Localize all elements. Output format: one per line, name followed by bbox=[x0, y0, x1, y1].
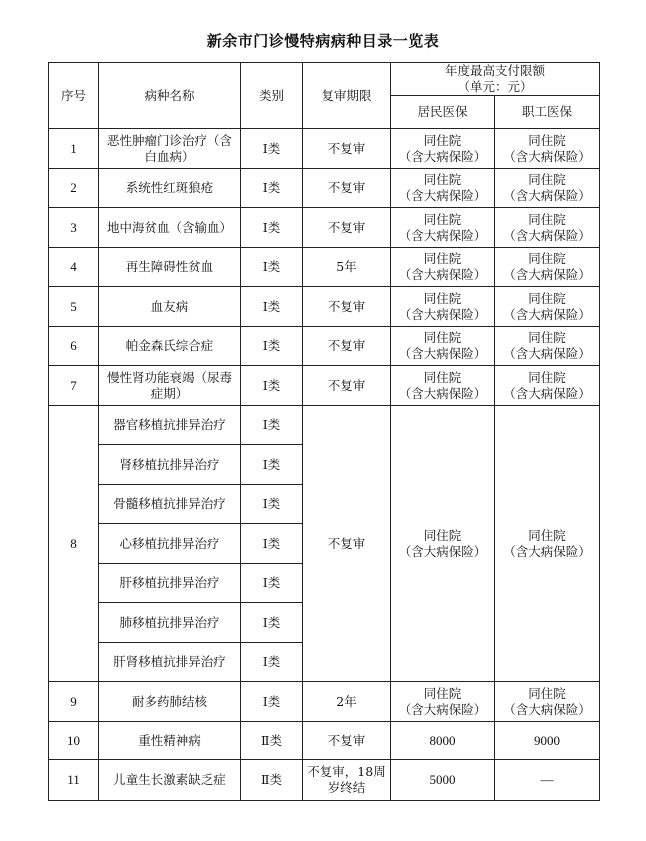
category-cell: Ⅰ类 bbox=[241, 208, 303, 248]
review-cell: 2年 bbox=[303, 682, 391, 722]
name-cell: 心移植抗排异治疗 bbox=[99, 524, 241, 564]
resident-line1: 同住院 bbox=[423, 132, 462, 148]
name-cell: 肝移植抗排异治疗 bbox=[99, 564, 241, 603]
resident-line1: 同住院 bbox=[423, 685, 462, 701]
header-limit-line2: （单元：元） bbox=[457, 79, 533, 94]
resident-line2: （含大病保险） bbox=[398, 148, 487, 164]
employee-cell bbox=[495, 327, 600, 366]
resident-cell bbox=[391, 366, 495, 406]
category-cell: Ⅰ类 bbox=[241, 485, 303, 524]
table-row bbox=[49, 722, 600, 760]
review-cell: 不复审 bbox=[303, 327, 391, 366]
seq-cell: 7 bbox=[49, 366, 99, 406]
table-row bbox=[49, 682, 600, 722]
seq-cell: 8 bbox=[49, 406, 99, 682]
name-cell: 恶性肿瘤门诊治疗（含白血病） bbox=[99, 129, 241, 169]
resident-cell bbox=[391, 248, 495, 287]
review-cell: 不复审 bbox=[303, 129, 391, 169]
category-cell: Ⅰ类 bbox=[241, 564, 303, 603]
employee-line1: 同住院 bbox=[528, 685, 566, 701]
header-resident: 居民医保 bbox=[391, 96, 495, 129]
table-row bbox=[49, 169, 600, 208]
name-cell: 骨髓移植抗排异治疗 bbox=[99, 485, 241, 524]
seq-cell: 9 bbox=[49, 682, 99, 722]
name-cell: 地中海贫血（含输血） bbox=[99, 208, 241, 248]
resident-line1: 同住院 bbox=[423, 290, 462, 306]
employee-cell: — bbox=[495, 760, 600, 801]
category-cell: Ⅰ类 bbox=[241, 287, 303, 327]
review-cell: 5年 bbox=[303, 248, 391, 287]
category-cell: Ⅰ类 bbox=[241, 129, 303, 169]
employee-line2: （含大病保险） bbox=[503, 543, 591, 559]
resident-cell bbox=[391, 208, 495, 248]
employee-line1: 同住院 bbox=[528, 172, 566, 187]
seq-cell: 2 bbox=[49, 169, 99, 208]
resident-cell: 8000 bbox=[391, 722, 495, 760]
header-limit-line1: 年度最高支付限额 bbox=[445, 63, 546, 78]
resident-line1: 同住院 bbox=[423, 172, 462, 187]
category-cell: Ⅰ类 bbox=[241, 248, 303, 287]
employee-line2: （含大病保险） bbox=[503, 188, 591, 203]
header-employee: 职工医保 bbox=[495, 96, 600, 129]
seq-cell: 4 bbox=[49, 248, 99, 287]
name-cell: 血友病 bbox=[99, 287, 241, 327]
name-cell: 重性精神病 bbox=[99, 722, 241, 760]
employee-line1: 同住院 bbox=[528, 290, 566, 306]
resident-line2: （含大病保险） bbox=[398, 227, 487, 243]
employee-line1: 同住院 bbox=[528, 211, 566, 227]
resident-cell bbox=[391, 287, 495, 327]
table-row bbox=[49, 208, 600, 248]
seq-cell: 1 bbox=[49, 129, 99, 169]
category-cell: Ⅱ类 bbox=[241, 722, 303, 760]
review-cell: 不复审 bbox=[303, 208, 391, 248]
employee-cell bbox=[495, 248, 600, 287]
review-cell: 不复审 bbox=[303, 406, 391, 682]
name-cell: 帕金森氏综合症 bbox=[99, 327, 241, 366]
employee-line1: 同住院 bbox=[528, 132, 566, 148]
employee-cell bbox=[495, 287, 600, 327]
resident-line2: （含大病保险） bbox=[398, 188, 487, 203]
resident-line2: （含大病保险） bbox=[398, 543, 487, 559]
table-row bbox=[49, 287, 600, 327]
review-cell: 不复审 bbox=[303, 366, 391, 406]
name-cell: 系统性红斑狼疮 bbox=[99, 169, 241, 208]
header-name: 病种名称 bbox=[99, 63, 241, 129]
category-cell: Ⅱ类 bbox=[241, 760, 303, 801]
header-review: 复审期限 bbox=[303, 63, 391, 129]
employee-line2: （含大病保险） bbox=[503, 148, 591, 164]
employee-line1: 同住院 bbox=[528, 330, 566, 345]
employee-cell bbox=[495, 366, 600, 406]
table-row bbox=[49, 760, 600, 801]
employee-line2: （含大病保险） bbox=[503, 267, 591, 282]
header-seq: 序号 bbox=[49, 63, 99, 129]
employee-cell bbox=[495, 208, 600, 248]
employee-cell bbox=[495, 169, 600, 208]
resident-cell bbox=[391, 129, 495, 169]
page-title: 新余市门诊慢特病病种目录一览表 bbox=[206, 32, 440, 50]
name-cell: 器官移植抗排异治疗 bbox=[99, 406, 241, 445]
resident-cell bbox=[391, 327, 495, 366]
seq-cell: 3 bbox=[49, 208, 99, 248]
name-cell: 儿童生长激素缺乏症 bbox=[99, 760, 241, 801]
resident-line1: 同住院 bbox=[423, 330, 462, 345]
review-cell: 不复审 bbox=[303, 287, 391, 327]
resident-line2: （含大病保险） bbox=[398, 267, 487, 282]
employee-cell bbox=[495, 682, 600, 722]
resident-line2: （含大病保险） bbox=[398, 346, 487, 361]
seq-cell: 5 bbox=[49, 287, 99, 327]
name-cell: 再生障碍性贫血 bbox=[99, 248, 241, 287]
category-cell: Ⅰ类 bbox=[241, 406, 303, 445]
header-category: 类别 bbox=[241, 63, 303, 129]
category-cell: Ⅰ类 bbox=[241, 327, 303, 366]
header-limit bbox=[391, 63, 600, 96]
employee-line2: （含大病保险） bbox=[503, 227, 591, 243]
resident-line2: （含大病保险） bbox=[398, 701, 487, 717]
name-cell: 肺移植抗排异治疗 bbox=[99, 603, 241, 643]
employee-line1: 同住院 bbox=[528, 251, 566, 266]
review-cell: 不复审，18周岁终结 bbox=[303, 760, 391, 801]
resident-cell bbox=[391, 406, 495, 682]
resident-line1: 同住院 bbox=[423, 211, 462, 227]
table-row bbox=[49, 366, 600, 406]
seq-cell: 10 bbox=[49, 722, 99, 760]
table-row bbox=[49, 327, 600, 366]
name-cell: 肾移植抗排异治疗 bbox=[99, 445, 241, 485]
resident-line1: 同住院 bbox=[423, 527, 462, 543]
category-cell: Ⅰ类 bbox=[241, 445, 303, 485]
employee-line1: 同住院 bbox=[528, 527, 566, 543]
category-cell: Ⅰ类 bbox=[241, 603, 303, 643]
category-cell: Ⅰ类 bbox=[241, 524, 303, 564]
category-cell: Ⅰ类 bbox=[241, 643, 303, 682]
category-cell: Ⅰ类 bbox=[241, 366, 303, 406]
employee-cell: 9000 bbox=[495, 722, 600, 760]
resident-cell: 5000 bbox=[391, 760, 495, 801]
resident-line2: （含大病保险） bbox=[398, 385, 487, 401]
seq-cell: 6 bbox=[49, 327, 99, 366]
table-row bbox=[49, 129, 600, 169]
employee-line1: 同住院 bbox=[528, 369, 566, 385]
name-cell: 肝肾移植抗排异治疗 bbox=[99, 643, 241, 682]
resident-line1: 同住院 bbox=[423, 369, 462, 385]
employee-line2: （含大病保险） bbox=[503, 306, 591, 322]
table-row bbox=[49, 406, 600, 445]
resident-line1: 同住院 bbox=[423, 251, 462, 266]
employee-line2: （含大病保险） bbox=[503, 701, 591, 717]
category-cell: Ⅰ类 bbox=[241, 682, 303, 722]
category-cell: Ⅰ类 bbox=[241, 169, 303, 208]
resident-cell bbox=[391, 169, 495, 208]
resident-line2: （含大病保险） bbox=[398, 306, 487, 322]
name-cell: 慢性肾功能衰竭（尿毒症期） bbox=[99, 366, 241, 406]
resident-cell bbox=[391, 682, 495, 722]
employee-line2: （含大病保险） bbox=[503, 385, 591, 401]
employee-cell bbox=[495, 129, 600, 169]
table-row bbox=[49, 248, 600, 287]
disease-table bbox=[48, 62, 600, 801]
review-cell: 不复审 bbox=[303, 722, 391, 760]
review-cell: 不复审 bbox=[303, 169, 391, 208]
name-cell: 耐多药肺结核 bbox=[99, 682, 241, 722]
employee-cell bbox=[495, 406, 600, 682]
seq-cell: 11 bbox=[49, 760, 99, 801]
employee-line2: （含大病保险） bbox=[503, 346, 591, 361]
